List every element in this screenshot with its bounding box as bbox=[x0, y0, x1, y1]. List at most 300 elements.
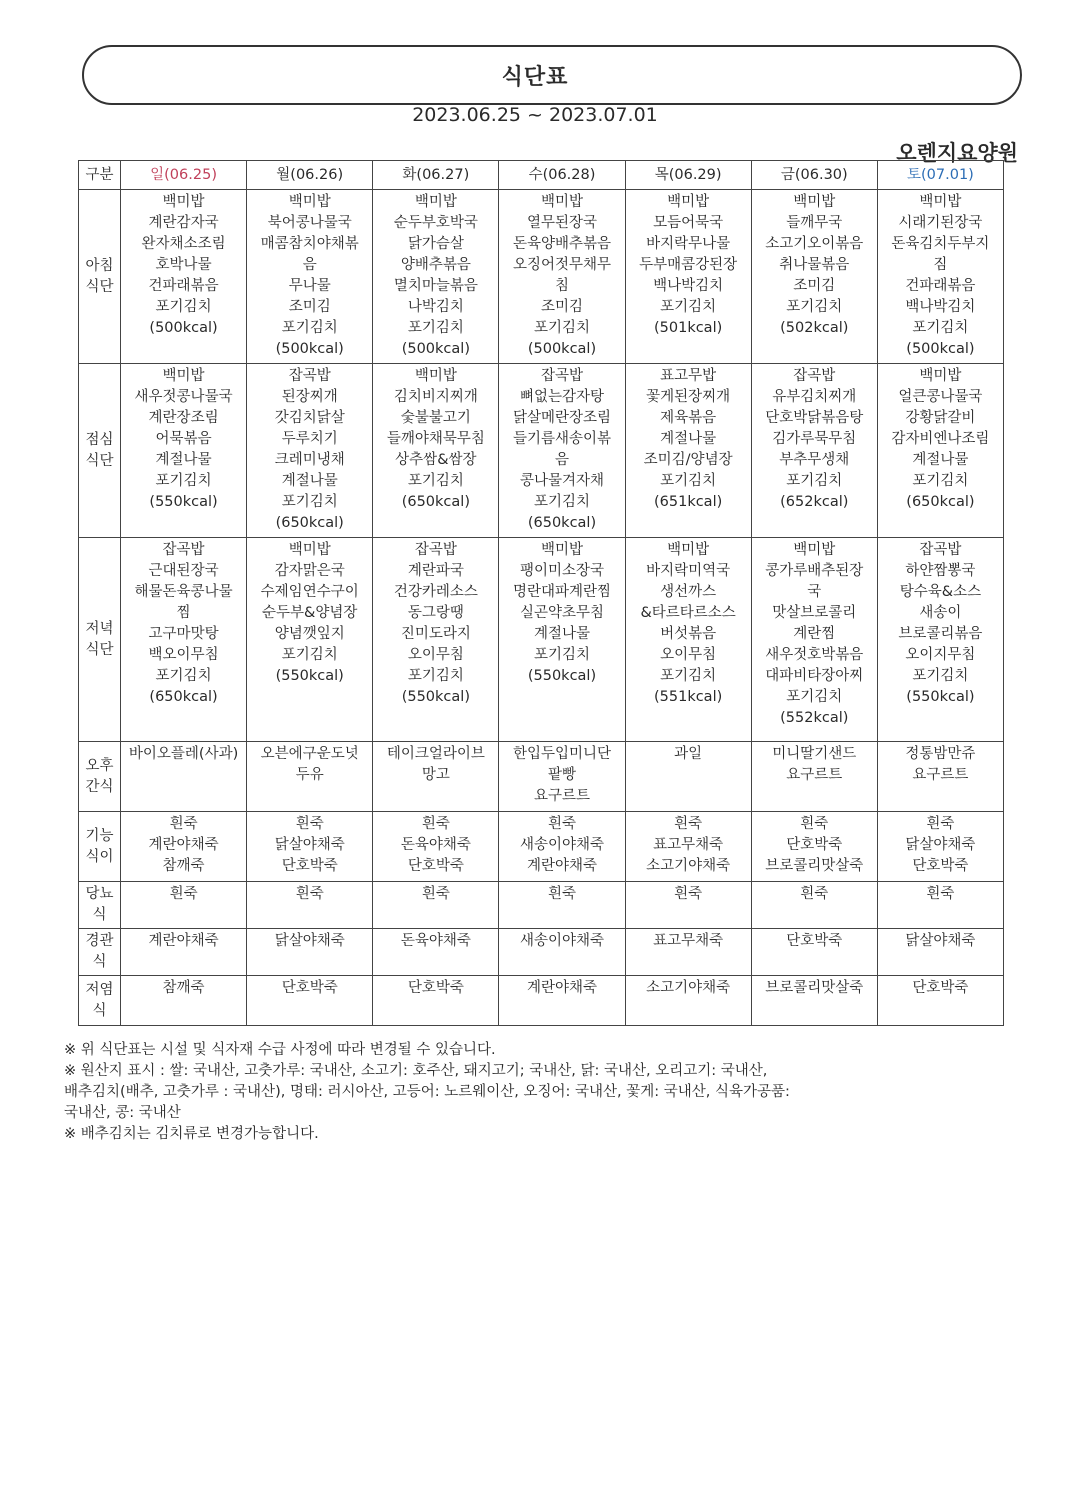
menu-item: 포기김치 bbox=[660, 299, 717, 315]
menu-cell bbox=[121, 538, 247, 742]
menu-item: 제육볶음 bbox=[660, 410, 717, 426]
menu-item: 백미밥 bbox=[919, 368, 962, 384]
menu-item: 잡곡밥 bbox=[919, 542, 962, 558]
menu-item: 정통밤만쥬 bbox=[905, 746, 976, 762]
row-label-line: 아침 bbox=[85, 257, 114, 274]
menu-item: 수제임연수구이 bbox=[260, 584, 359, 600]
menu-cell bbox=[499, 882, 625, 929]
menu-item: 국 bbox=[807, 584, 822, 600]
menu-item: 대파비타장아찌 bbox=[765, 668, 864, 684]
menu-item: 백미밥 bbox=[414, 194, 457, 210]
day-header: 목(06.29) bbox=[625, 161, 751, 190]
row-label-line: 식단 bbox=[85, 278, 114, 295]
menu-item: 돈육양배추볶음 bbox=[512, 236, 612, 252]
menu-cell bbox=[247, 364, 373, 538]
menu-item: 침 bbox=[554, 278, 569, 294]
menu-item: (500kcal) bbox=[149, 320, 218, 336]
menu-cell bbox=[751, 538, 877, 742]
menu-item: 열무된장국 bbox=[526, 215, 598, 231]
menu-item: 계란파국 bbox=[407, 563, 464, 579]
menu-item: 나박김치 bbox=[407, 299, 464, 315]
row-label-line: 오후 bbox=[85, 757, 114, 774]
menu-item: 조미김 bbox=[540, 299, 583, 315]
menu-item: 조미김 bbox=[793, 278, 836, 294]
menu-cell bbox=[121, 812, 247, 882]
menu-item: 닭살야채죽 bbox=[274, 933, 345, 949]
menu-item: 단호박죽 bbox=[912, 858, 969, 874]
menu-cell bbox=[625, 812, 751, 882]
row-label bbox=[79, 812, 121, 882]
menu-item: 백미밥 bbox=[162, 368, 205, 384]
menu-item: 잡곡밥 bbox=[288, 368, 331, 384]
menu-item: 참깨죽 bbox=[162, 858, 205, 874]
menu-item: 새우젓콩나물국 bbox=[134, 389, 233, 405]
menu-item: 두유 bbox=[295, 767, 324, 783]
menu-item: 흰죽 bbox=[926, 886, 955, 902]
row-label bbox=[79, 364, 121, 538]
menu-item: 진미도라지 bbox=[400, 626, 471, 642]
menu-item: 흰죽 bbox=[169, 816, 198, 832]
day-header: 일(06.25) bbox=[121, 161, 247, 190]
menu-cell bbox=[499, 742, 625, 812]
menu-item: 표고무밥 bbox=[660, 368, 717, 384]
menu-item: 포기김치 bbox=[533, 494, 590, 510]
menu-cell bbox=[625, 742, 751, 812]
menu-item: 한입두입미니단 bbox=[512, 746, 612, 762]
row-label-line: 식 bbox=[92, 1002, 107, 1019]
menu-item: 건파래볶음 bbox=[905, 278, 976, 294]
menu-cell bbox=[877, 812, 1003, 882]
menu-item: 흰죽 bbox=[547, 886, 576, 902]
row-label-line: 당뇨 bbox=[85, 886, 114, 902]
menu-item: 오븐에구운도넛 bbox=[260, 746, 359, 762]
menu-item: 강황닭갈비 bbox=[905, 410, 976, 426]
menu-item: 조미김 bbox=[288, 299, 331, 315]
menu-item: 짐 bbox=[933, 257, 948, 273]
menu-item: 음 bbox=[554, 452, 569, 468]
menu-item: (550kcal) bbox=[906, 689, 975, 705]
menu-item: 포기김치 bbox=[912, 320, 969, 336]
menu-item: 계절나물 bbox=[155, 452, 212, 468]
menu-cell bbox=[373, 364, 499, 538]
menu-cell bbox=[751, 882, 877, 929]
menu-item: 계란야채죽 bbox=[526, 980, 598, 996]
menu-cell bbox=[877, 976, 1003, 1026]
row-label-line: 식이 bbox=[85, 848, 114, 865]
row-label-line: 식단 bbox=[85, 452, 114, 469]
menu-item: 잡곡밥 bbox=[793, 368, 836, 384]
row-label bbox=[79, 190, 121, 364]
date-range: 2023.06.25 ~ 2023.07.01 bbox=[412, 104, 658, 126]
menu-item: 포기김치 bbox=[281, 320, 338, 336]
day-header: 화(06.27) bbox=[373, 161, 499, 190]
menu-item: 동그랑땡 bbox=[407, 605, 464, 621]
menu-item: 바지락무나물 bbox=[646, 236, 731, 252]
menu-cell bbox=[751, 364, 877, 538]
menu-item: 백미밥 bbox=[288, 194, 331, 210]
row-label bbox=[79, 976, 121, 1026]
menu-item: 흰죽 bbox=[421, 886, 450, 902]
menu-item: 새송이야채죽 bbox=[519, 837, 605, 853]
menu-item: 팥빵 bbox=[547, 767, 576, 783]
day-header: 월(06.26) bbox=[247, 161, 373, 190]
menu-item: 해물돈육콩나물 bbox=[134, 584, 233, 600]
menu-item: 백미밥 bbox=[793, 194, 836, 210]
menu-item: 감자비엔나조림 bbox=[891, 431, 990, 447]
menu-item: 닭살야채죽 bbox=[274, 837, 345, 853]
menu-item: 표고무채죽 bbox=[653, 933, 724, 949]
menu-item: 생선까스 bbox=[660, 584, 717, 600]
menu-item: (500kcal) bbox=[401, 341, 470, 357]
menu-item: 백나박김치 bbox=[653, 278, 724, 294]
menu-cell bbox=[373, 538, 499, 742]
menu-item: 브로콜리맛살죽 bbox=[765, 980, 864, 996]
note-line: 배추김치(배추, 고춧가루 : 국내산), 명태: 러시아산, 고등어: 노르웨이산, 오징어: 국내산, 꽃게: 국내산, 식육가공품: bbox=[64, 1084, 790, 1100]
menu-item: (650kcal) bbox=[149, 689, 218, 705]
menu-item: 포기김치 bbox=[912, 668, 969, 684]
table-row bbox=[79, 364, 1004, 538]
menu-item: 양배추볶음 bbox=[400, 257, 471, 273]
menu-cell bbox=[373, 812, 499, 882]
menu-item: 근대된장국 bbox=[148, 563, 219, 579]
menu-item: 포기김치 bbox=[786, 299, 843, 315]
menu-item: (550kcal) bbox=[527, 668, 597, 684]
corner-cell: 구분 bbox=[79, 161, 121, 190]
menu-item: 백미밥 bbox=[667, 542, 710, 558]
menu-item: 크레미냉채 bbox=[274, 452, 345, 468]
menu-item: 계란찜 bbox=[793, 626, 836, 642]
menu-cell bbox=[121, 364, 247, 538]
menu-item: 돈육야채죽 bbox=[400, 837, 471, 853]
menu-cell bbox=[247, 538, 373, 742]
menu-item: 흰죽 bbox=[295, 886, 324, 902]
menu-item: 꽃게된장찌개 bbox=[646, 389, 731, 405]
menu-item: 상추쌈&쌈장 bbox=[395, 452, 477, 468]
row-label bbox=[79, 929, 121, 976]
menu-item: 숯불불고기 bbox=[400, 410, 471, 426]
note-line: ※ 위 식단표는 시설 및 식자재 수급 사정에 따라 변경될 수 있습니다. bbox=[64, 1042, 496, 1058]
row-label-line: 저녁 bbox=[85, 620, 114, 637]
menu-item: 계절나물 bbox=[660, 431, 717, 447]
menu-item: 두부매콤강된장 bbox=[639, 257, 738, 273]
menu-item: 찜 bbox=[176, 605, 191, 621]
menu-cell bbox=[499, 812, 625, 882]
note-line: 국내산, 콩: 국내산 bbox=[64, 1105, 181, 1121]
menu-item: (652kcal) bbox=[780, 494, 849, 510]
row-label bbox=[79, 538, 121, 742]
menu-cell bbox=[499, 190, 625, 364]
menu-item: 백미밥 bbox=[288, 542, 331, 558]
menu-item: 콩가루배추된장 bbox=[765, 563, 864, 579]
menu-item: 들깨야채묵무침 bbox=[386, 431, 485, 447]
menu-cell bbox=[877, 882, 1003, 929]
row-label-line: 점심 bbox=[85, 431, 114, 448]
menu-cell bbox=[499, 976, 625, 1026]
row-label bbox=[79, 882, 121, 929]
menu-item: 백미밥 bbox=[414, 368, 457, 384]
menu-item: 맛살브로콜리 bbox=[772, 605, 857, 621]
menu-item: 백오이무침 bbox=[148, 647, 219, 663]
menu-item: 부추무생채 bbox=[779, 452, 850, 468]
menu-item: 과일 bbox=[674, 746, 703, 762]
menu-item: 실곤약초무침 bbox=[519, 605, 605, 621]
menu-item: 뼈없는감자탕 bbox=[519, 389, 605, 405]
menu-item: 포기김치 bbox=[155, 668, 212, 684]
menu-item: 포기김치 bbox=[786, 689, 843, 705]
menu-item: 백미밥 bbox=[540, 194, 583, 210]
menu-item: 어묵볶음 bbox=[155, 431, 212, 447]
menu-item: 감자맑은국 bbox=[274, 563, 345, 579]
menu-cell bbox=[625, 882, 751, 929]
menu-cell bbox=[751, 742, 877, 812]
menu-item: 단호박죽 bbox=[786, 837, 843, 853]
menu-item: 돈육야채죽 bbox=[400, 933, 471, 949]
table-row bbox=[79, 538, 1004, 742]
menu-item: (501kcal) bbox=[653, 320, 723, 336]
menu-item: 단호박죽 bbox=[281, 980, 338, 996]
menu-item: 계란야채죽 bbox=[148, 837, 219, 853]
menu-item: 포기김치 bbox=[155, 473, 212, 489]
menu-item: 계란야채죽 bbox=[526, 858, 598, 874]
menu-item: 망고 bbox=[421, 767, 450, 783]
table-row bbox=[79, 812, 1004, 882]
menu-item: 새우젓호박볶음 bbox=[765, 647, 864, 663]
menu-item: 계절나물 bbox=[533, 626, 590, 642]
menu-item: 백미밥 bbox=[667, 194, 710, 210]
menu-item: 포기김치 bbox=[912, 473, 969, 489]
menu-item: 완자채소조림 bbox=[141, 236, 226, 252]
menu-item: 포기김치 bbox=[786, 473, 843, 489]
row-label-line: 간식 bbox=[85, 778, 114, 795]
menu-item: 음 bbox=[302, 257, 317, 273]
notes bbox=[64, 1040, 964, 1145]
menu-item: 미니딸기샌드 bbox=[772, 746, 857, 762]
menu-item: 오이무침 bbox=[660, 647, 717, 663]
menu-item: (502kcal) bbox=[780, 320, 849, 336]
menu-item: 포기김치 bbox=[660, 668, 717, 684]
menu-cell bbox=[121, 190, 247, 364]
menu-item: 소고기야채죽 bbox=[646, 858, 731, 874]
menu-item: 양념깻잎지 bbox=[274, 626, 345, 642]
menu-item: 흰죽 bbox=[926, 816, 955, 832]
menu-item: 콩나물겨자채 bbox=[519, 473, 605, 489]
menu-cell bbox=[877, 742, 1003, 812]
menu-item: 돈육김치두부지 bbox=[891, 236, 990, 252]
menu-item: 계절나물 bbox=[912, 452, 969, 468]
menu-cell bbox=[499, 538, 625, 742]
menu-item: 멸치마늘볶음 bbox=[393, 278, 478, 294]
menu-cell bbox=[625, 976, 751, 1026]
menu-item: 새송이 bbox=[919, 605, 962, 621]
menu-item: 계절나물 bbox=[281, 473, 338, 489]
menu-cell bbox=[121, 882, 247, 929]
menu-item: 갓김치닭살 bbox=[274, 410, 345, 426]
menu-cell bbox=[247, 882, 373, 929]
menu-item: (650kcal) bbox=[906, 494, 975, 510]
menu-item: 된장찌개 bbox=[281, 389, 338, 405]
menu-item: 호박나물 bbox=[155, 257, 212, 273]
menu-item: 명란대파계란찜 bbox=[512, 584, 612, 600]
menu-item: 조미김/양념장 bbox=[643, 452, 733, 468]
menu-item: (500kcal) bbox=[906, 341, 975, 357]
menu-item: 들기름새송이볶 bbox=[512, 431, 612, 447]
menu-cell bbox=[373, 882, 499, 929]
menu-item: 브로콜리맛살죽 bbox=[765, 858, 864, 874]
menu-item: 계란감자국 bbox=[148, 215, 219, 231]
menu-item: 포기김치 bbox=[407, 668, 464, 684]
menu-item: 단호박죽 bbox=[281, 858, 338, 874]
menu-cell bbox=[751, 812, 877, 882]
menu-cell bbox=[625, 929, 751, 976]
menu-item: (552kcal) bbox=[780, 710, 849, 726]
menu-item: 포기김치 bbox=[533, 320, 590, 336]
menu-item: 포기김치 bbox=[533, 647, 590, 663]
menu-cell bbox=[373, 742, 499, 812]
menu-item: 오이무침 bbox=[407, 647, 464, 663]
menu-cell bbox=[121, 742, 247, 812]
menu-item: 팽이미소장국 bbox=[519, 563, 605, 579]
menu-item: 요구르트 bbox=[912, 767, 969, 783]
menu-cell bbox=[121, 929, 247, 976]
menu-item: 닭살야채죽 bbox=[905, 837, 976, 853]
menu-item: 건파래볶음 bbox=[148, 278, 219, 294]
menu-item: 포기김치 bbox=[407, 473, 464, 489]
menu-item: 백미밥 bbox=[919, 194, 962, 210]
menu-item: 무나물 bbox=[288, 278, 331, 294]
table-row bbox=[79, 929, 1004, 976]
menu-item: (650kcal) bbox=[401, 494, 470, 510]
menu-item: 유부김치찌개 bbox=[772, 389, 857, 405]
menu-item: 순두부&양념장 bbox=[262, 605, 358, 621]
menu-item: 소고기야채죽 bbox=[646, 980, 731, 996]
menu-item: 흰죽 bbox=[674, 886, 703, 902]
menu-item: 흰죽 bbox=[169, 886, 198, 902]
menu-item: 오이지무침 bbox=[905, 647, 976, 663]
menu-item: (650kcal) bbox=[527, 515, 597, 531]
menu-item: 김치비지찌개 bbox=[393, 389, 478, 405]
row-label-line: 경관 bbox=[85, 933, 114, 949]
menu-item: 계란장조림 bbox=[148, 410, 219, 426]
menu-cell bbox=[121, 976, 247, 1026]
note-line: ※ 원산지 표시 : 쌀: 국내산, 고춧가루: 국내산, 소고기: 호주산, 돼지고기; 국내산, 닭: 국내산, 오리고기: 국내산, bbox=[64, 1063, 768, 1079]
row-label-line: 식단 bbox=[85, 641, 114, 658]
menu-item: 흰죽 bbox=[421, 816, 450, 832]
menu-item: 단호박죽 bbox=[912, 980, 969, 996]
menu-item: 요구르트 bbox=[533, 788, 590, 804]
menu-cell bbox=[751, 976, 877, 1026]
table-row bbox=[79, 742, 1004, 812]
menu-cell bbox=[877, 364, 1003, 538]
menu-cell bbox=[877, 190, 1003, 364]
menu-cell bbox=[247, 812, 373, 882]
menu-item: 탕수육&소스 bbox=[899, 584, 982, 600]
menu-item: 시래기된장국 bbox=[898, 215, 983, 231]
menu-item: (551kcal) bbox=[653, 689, 723, 705]
page-title: 식단표 bbox=[501, 65, 569, 90]
menu-item: 백미밥 bbox=[793, 542, 836, 558]
menu-item: 바이오플레(사과) bbox=[128, 746, 239, 762]
menu-item: 닭살메란장조림 bbox=[512, 410, 612, 426]
menu-cell bbox=[247, 190, 373, 364]
table-row bbox=[79, 882, 1004, 929]
menu-item: 포기김치 bbox=[660, 473, 717, 489]
menu-item: (651kcal) bbox=[653, 494, 723, 510]
menu-item: 소고기오이볶음 bbox=[765, 236, 864, 252]
menu-cell bbox=[247, 976, 373, 1026]
menu-item: (550kcal) bbox=[275, 668, 344, 684]
menu-item: 계란야채죽 bbox=[148, 933, 219, 949]
menu-item: 포기김치 bbox=[155, 299, 212, 315]
menu-item: (500kcal) bbox=[527, 341, 597, 357]
menu-item: 표고무채죽 bbox=[653, 837, 724, 853]
row-label-line: 식 bbox=[92, 907, 107, 923]
menu-cell bbox=[625, 538, 751, 742]
menu-cell bbox=[877, 538, 1003, 742]
menu-item: 흰죽 bbox=[547, 816, 576, 832]
menu-item: 새송이야채죽 bbox=[519, 933, 605, 949]
day-header: 토(07.01) bbox=[877, 161, 1003, 190]
menu-item: 얼큰콩나물국 bbox=[898, 389, 983, 405]
note-line: ※ 배추김치는 김치류로 변경가능합니다. bbox=[64, 1126, 319, 1142]
menu-item: (650kcal) bbox=[275, 515, 344, 531]
menu-item: 두루치기 bbox=[281, 431, 338, 447]
menu-cell bbox=[499, 929, 625, 976]
menu-cell bbox=[751, 190, 877, 364]
menu-item: (500kcal) bbox=[275, 341, 344, 357]
menu-item: 모듬어묵국 bbox=[653, 215, 724, 231]
menu-cell bbox=[373, 976, 499, 1026]
table-row bbox=[79, 976, 1004, 1026]
menu-cell bbox=[373, 929, 499, 976]
menu-item: 포기김치 bbox=[281, 647, 338, 663]
menu-item: 포기김치 bbox=[407, 320, 464, 336]
menu-cell bbox=[373, 190, 499, 364]
menu-cell bbox=[247, 929, 373, 976]
menu-item: 잡곡밥 bbox=[540, 368, 583, 384]
menu-item: 김가루묵무침 bbox=[772, 431, 857, 447]
menu-item: 닭살야채죽 bbox=[905, 933, 976, 949]
menu-item: 취나물볶음 bbox=[779, 257, 850, 273]
menu-item: 하얀짬뽕국 bbox=[905, 563, 976, 579]
menu-item: 단호박죽 bbox=[407, 858, 464, 874]
menu-item: 참깨죽 bbox=[162, 980, 205, 996]
menu-item: 북어콩나물국 bbox=[267, 215, 352, 231]
menu-item: 고구마맛탕 bbox=[148, 626, 219, 642]
menu-item: 흰죽 bbox=[800, 816, 829, 832]
menu-item: 흰죽 bbox=[674, 816, 703, 832]
menu-cell bbox=[625, 190, 751, 364]
menu-item: 단호박닭볶음탕 bbox=[765, 410, 864, 426]
menu-item: 건강카레소스 bbox=[393, 584, 478, 600]
day-header: 수(06.28) bbox=[499, 161, 625, 190]
table-header-row bbox=[79, 161, 1004, 190]
menu-item: (550kcal) bbox=[401, 689, 470, 705]
menu-item: 들깨무국 bbox=[786, 215, 843, 231]
menu-item: 잡곡밥 bbox=[162, 542, 205, 558]
menu-item: 버섯볶음 bbox=[660, 626, 717, 642]
row-label-line: 기능 bbox=[85, 827, 114, 844]
menu-item: &타르타르소스 bbox=[640, 605, 736, 621]
menu-item: 백미밥 bbox=[162, 194, 205, 210]
row-label-line: 식 bbox=[92, 954, 107, 970]
day-header: 금(06.30) bbox=[751, 161, 877, 190]
menu-cell bbox=[247, 742, 373, 812]
menu-item: (550kcal) bbox=[149, 494, 218, 510]
menu-item: 테이크얼라이브 bbox=[386, 746, 485, 762]
menu-item: 닭가슴살 bbox=[407, 236, 464, 252]
menu-item: 흰죽 bbox=[800, 886, 829, 902]
menu-table bbox=[78, 160, 1004, 1026]
